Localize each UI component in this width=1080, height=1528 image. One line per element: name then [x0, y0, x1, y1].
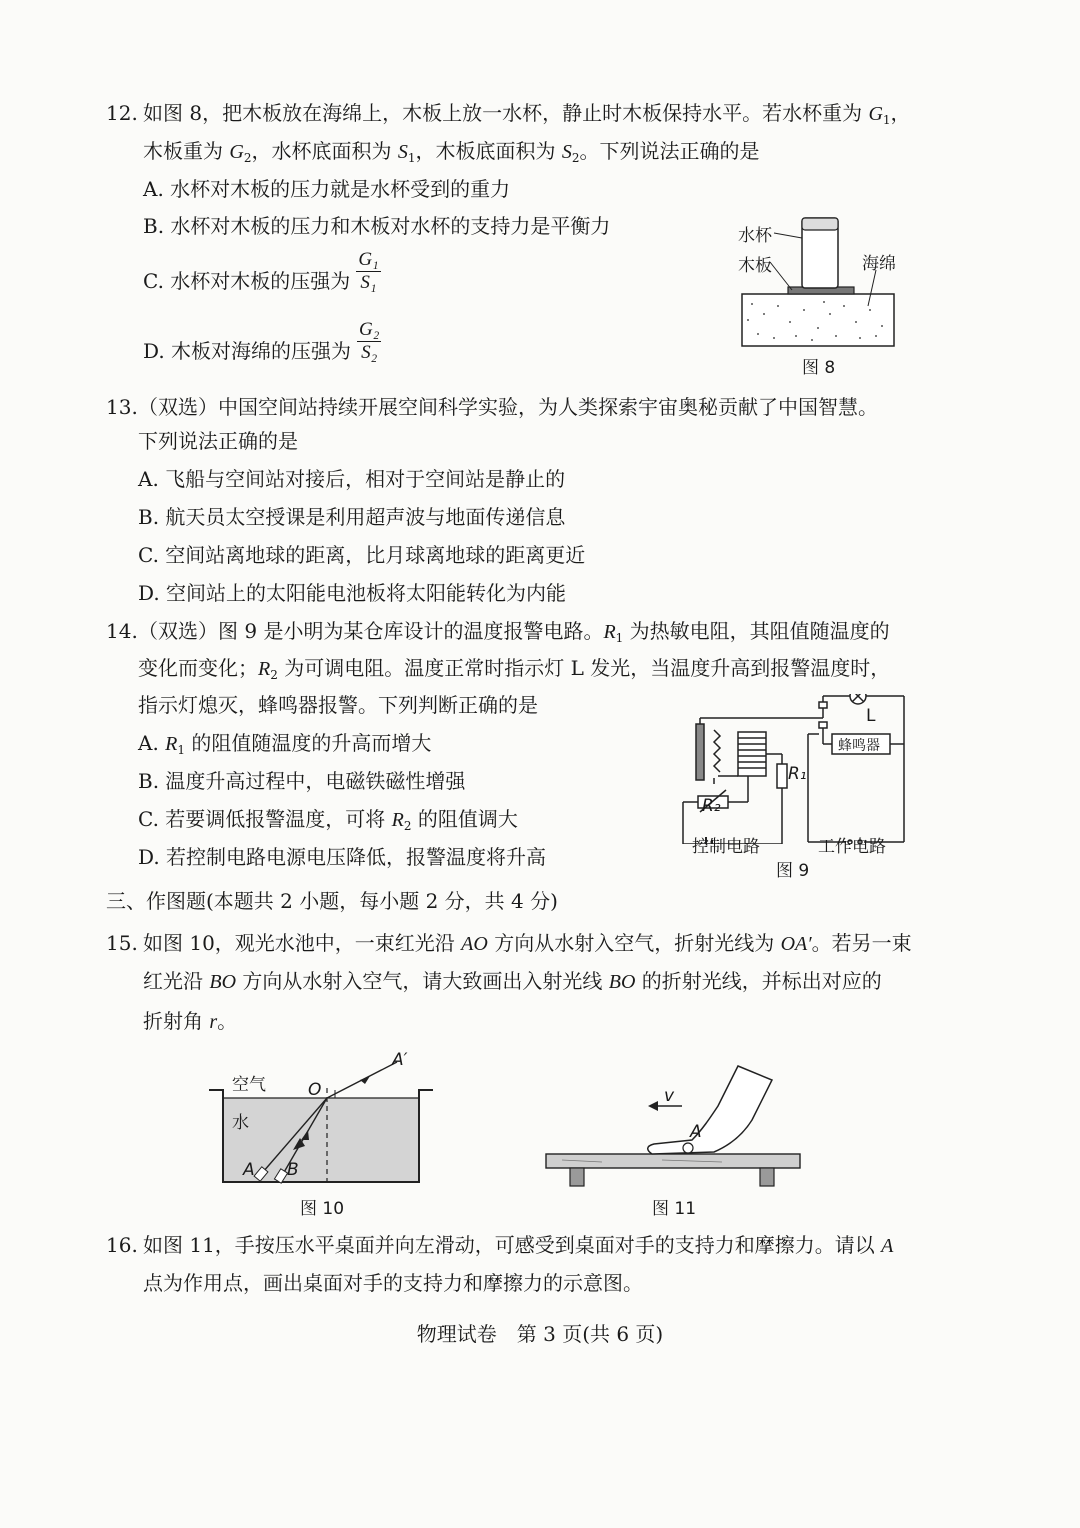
q12-option-c: C. 水杯对木板的压强为 $\frac{\text{G₁}}{\text{S₁}}$	[143, 249, 379, 293]
section-3-heading: 三、作图题(本题共 2 小题，每小题 2 分，共 4 分)	[106, 889, 558, 913]
figure-11	[542, 1060, 804, 1190]
fig8-cup-label: 水杯	[738, 226, 772, 246]
q13-stem-line1: （双选）中国空间站持续开展空间科学实验，为人类探索宇宙奥秘贡献了中国智慧。	[138, 395, 878, 419]
fig9-caption: 图 9	[776, 861, 810, 881]
q15-number: 15.	[106, 931, 138, 955]
q15-stem-line3: 折射角 r。	[143, 1009, 238, 1033]
fig10-air-label: 空气	[232, 1075, 266, 1095]
q12-option-d: D. 木板对海绵的压强为 $\frac{\text{G₂}}{\text{S₂}}$	[143, 319, 380, 363]
q16-stem-line1: 如图 11，手按压水平桌面并向左滑动，可感受到桌面对手的支持力和摩擦力。请以 A	[143, 1233, 894, 1257]
fig9-r2-label: R₂	[702, 796, 721, 816]
fig9-buzzer-label: 蜂鸣器	[838, 738, 880, 754]
q13-stem-line2: 下列说法正确的是	[138, 429, 298, 453]
q14-option-b: B. 温度升高过程中，电磁铁磁性增强	[138, 769, 466, 793]
fig9-work-circuit-label: 工作电路	[818, 837, 886, 857]
q16-stem-line2: 点为作用点，画出桌面对手的支持力和摩擦力的示意图。	[143, 1271, 643, 1295]
q14-stem-line3: 指示灯熄灭，蜂鸣器报警。下列判断正确的是	[138, 693, 538, 717]
q14-option-d: D. 若控制电路电源电压降低，报警温度将升高	[138, 845, 547, 869]
q15-stem-line2: 红光沿 BO 方向从水射入空气，请大致画出入射光线 BO 的折射光线，并标出对应的	[143, 969, 882, 993]
q14-option-c: C. 若要调低报警温度，可将 $R_2$ 的阻值调大	[138, 807, 518, 833]
fig11-caption: 图 11	[652, 1199, 697, 1219]
q12-stem-line2: 木板重为 $G_2$，水杯底面积为 $S_1$，木板底面积为 $S_2$。下列说法正确的是	[143, 139, 760, 165]
fig8-board-label: 木板	[738, 256, 772, 276]
fig10-water-label: 水	[232, 1113, 249, 1133]
q13-option-d: D. 空间站上的太阳能电池板将太阳能转化为内能	[138, 581, 567, 605]
fig11-a-label: A	[690, 1122, 702, 1142]
q14-option-a: A. $R_1$ 的阻值随温度的升高而增大	[138, 731, 432, 757]
q12-option-a: A. 水杯对木板的压力就是水杯受到的重力	[143, 177, 511, 201]
fig10-a-prime-label: A′	[392, 1050, 408, 1070]
page-footer: 物理试卷 第 3 页(共 6 页)	[416, 1322, 664, 1346]
fig10-b-label: B	[287, 1160, 299, 1180]
fig10-caption: 图 10	[300, 1199, 345, 1219]
fig9-lamp-label: L	[866, 706, 876, 726]
q13-option-a: A. 飞船与空间站对接后，相对于空间站是静止的	[138, 467, 566, 491]
q14-stem-line2: 变化而变化；$R_2$ 为可调电阻。温度正常时指示灯 L 发光，当温度升高到报警温度时，	[138, 656, 891, 682]
q14-number: 14.	[106, 619, 138, 643]
q16-number: 16.	[106, 1233, 138, 1257]
q13-option-c: C. 空间站离地球的距离，比月球离地球的距离更近	[138, 543, 586, 567]
fig10-o-label: O	[308, 1080, 322, 1100]
q12-number: 12.	[106, 101, 138, 125]
fig9-r1-label: R₁	[788, 764, 807, 784]
q12-stem-line1: 如图 8，把木板放在海绵上，木板上放一水杯，静止时木板保持水平。若水杯重为 $G_1$，	[143, 101, 911, 127]
q13-option-b: B. 航天员太空授课是利用超声波与地面传递信息	[138, 505, 566, 529]
q15-stem-line1: 如图 10，观光水池中，一束红光沿 AO 方向从水射入空气，折射光线为 OA′。若另一束	[143, 931, 912, 955]
q13-number: 13.	[106, 395, 138, 419]
q12-option-b: B. 水杯对木板的压力和木板对水杯的支持力是平衡力	[143, 214, 611, 238]
fig8-caption: 图 8	[802, 358, 836, 378]
q14-stem-line1: （双选）图 9 是小明为某仓库设计的温度报警电路。$R_1$ 为热敏电阻，其阻值随温度的	[138, 619, 890, 645]
fig9-control-circuit-label: 控制电路	[692, 837, 760, 857]
fig8-sponge-label: 海绵	[862, 254, 896, 274]
fig10-a-label: A	[243, 1160, 255, 1180]
fig11-velocity-label: v	[664, 1086, 675, 1106]
